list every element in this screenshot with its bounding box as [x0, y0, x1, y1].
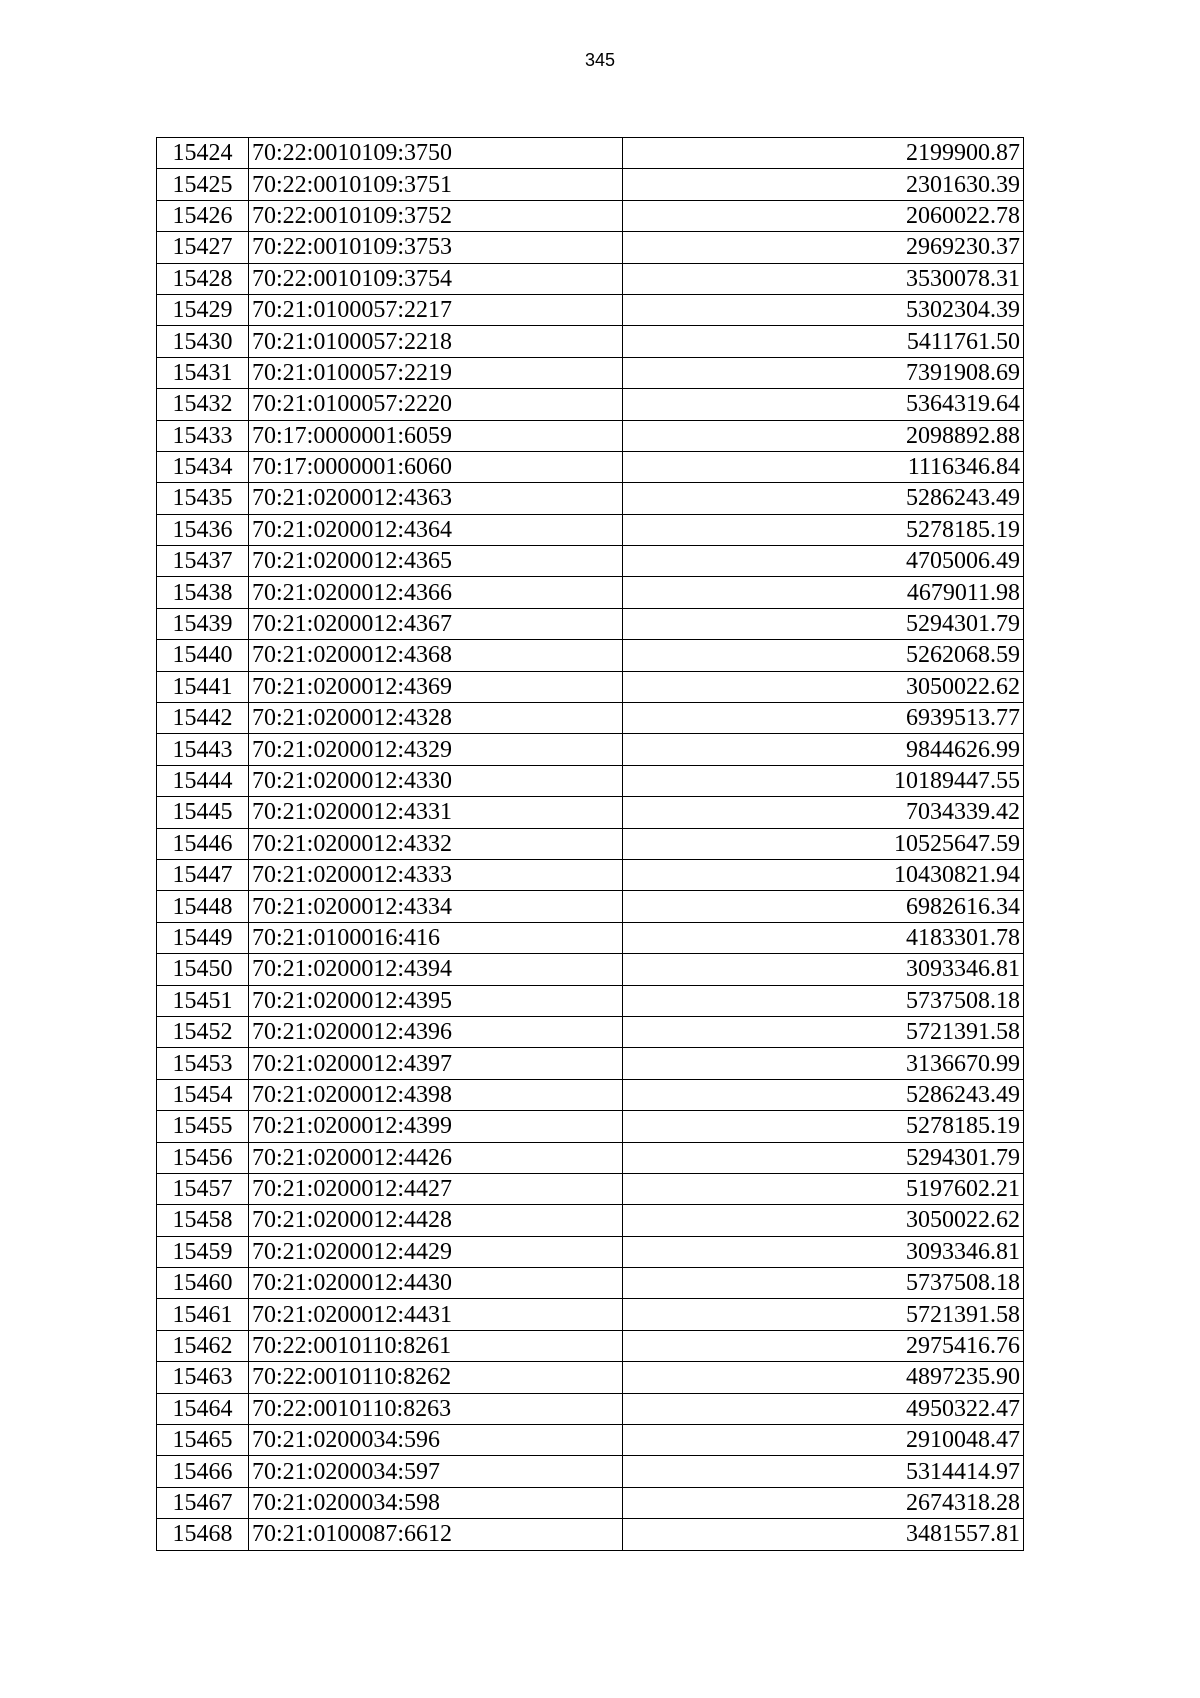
table-row	[157, 1456, 1024, 1487]
cadastral-number-cell: 70:21:0200034:596	[249, 1425, 623, 1456]
cadastral-number-cell: 70:21:0200034:598	[249, 1487, 623, 1518]
cadastral-number-cell: 70:21:0100057:2219	[249, 357, 623, 388]
row-number-cell: 15442	[157, 703, 249, 734]
cadastral-number-cell: 70:21:0200012:4426	[249, 1142, 623, 1173]
cadastral-number-cell: 70:21:0200012:4396	[249, 1016, 623, 1047]
value-cell: 10525647.59	[623, 828, 1024, 859]
table-row	[157, 859, 1024, 890]
value-cell: 2969230.37	[623, 232, 1024, 263]
table-row	[157, 1111, 1024, 1142]
cadastral-number-cell: 70:21:0200012:4369	[249, 671, 623, 702]
row-number-cell: 15464	[157, 1393, 249, 1424]
row-number-cell: 15431	[157, 357, 249, 388]
cadastral-number-cell: 70:22:0010109:3754	[249, 263, 623, 294]
cadastral-number-cell: 70:21:0200012:4394	[249, 954, 623, 985]
row-number-cell: 15454	[157, 1079, 249, 1110]
value-cell: 1116346.84	[623, 451, 1024, 482]
value-cell: 6982616.34	[623, 891, 1024, 922]
table-row	[157, 1519, 1024, 1550]
table-row	[157, 1142, 1024, 1173]
row-number-cell: 15457	[157, 1173, 249, 1204]
cadastral-number-cell: 70:21:0200012:4366	[249, 577, 623, 608]
table-row	[157, 765, 1024, 796]
value-cell: 10189447.55	[623, 765, 1024, 796]
table-row	[157, 232, 1024, 263]
value-cell: 3136670.99	[623, 1048, 1024, 1079]
cadastral-number-cell: 70:21:0100057:2217	[249, 294, 623, 325]
cadastral-number-cell: 70:21:0100057:2218	[249, 326, 623, 357]
value-cell: 5302304.39	[623, 294, 1024, 325]
row-number-cell: 15427	[157, 232, 249, 263]
value-cell: 7391908.69	[623, 357, 1024, 388]
cadastral-number-cell: 70:21:0100016:416	[249, 922, 623, 953]
value-cell: 3050022.62	[623, 671, 1024, 702]
table-row	[157, 891, 1024, 922]
row-number-cell: 15447	[157, 859, 249, 890]
cadastral-number-cell: 70:21:0200012:4427	[249, 1173, 623, 1204]
cadastral-number-cell: 70:21:0200012:4331	[249, 797, 623, 828]
value-cell: 2098892.88	[623, 420, 1024, 451]
value-cell: 5737508.18	[623, 985, 1024, 1016]
table-row	[157, 514, 1024, 545]
row-number-cell: 15458	[157, 1205, 249, 1236]
table-row	[157, 420, 1024, 451]
value-cell: 3093346.81	[623, 1236, 1024, 1267]
table-row	[157, 1173, 1024, 1204]
row-number-cell: 15437	[157, 546, 249, 577]
table-row	[157, 1393, 1024, 1424]
table-row	[157, 1016, 1024, 1047]
value-cell: 5721391.58	[623, 1299, 1024, 1330]
cadastral-number-cell: 70:21:0200012:4328	[249, 703, 623, 734]
row-number-cell: 15456	[157, 1142, 249, 1173]
value-cell: 7034339.42	[623, 797, 1024, 828]
cadastral-number-cell: 70:22:0010110:8263	[249, 1393, 623, 1424]
table-row	[157, 357, 1024, 388]
cadastral-number-cell: 70:21:0200012:4332	[249, 828, 623, 859]
table-row	[157, 263, 1024, 294]
table-row	[157, 734, 1024, 765]
cadastral-number-cell: 70:17:0000001:6060	[249, 451, 623, 482]
table-row	[157, 1299, 1024, 1330]
row-number-cell: 15461	[157, 1299, 249, 1330]
table-row	[157, 1487, 1024, 1518]
table-row	[157, 671, 1024, 702]
table-body	[157, 138, 1024, 1551]
row-number-cell: 15466	[157, 1456, 249, 1487]
cadastral-number-cell: 70:21:0200012:4368	[249, 640, 623, 671]
value-cell: 2674318.28	[623, 1487, 1024, 1518]
table-row	[157, 640, 1024, 671]
table-row	[157, 797, 1024, 828]
cadastral-value-table	[156, 137, 1024, 1551]
cadastral-number-cell: 70:22:0010109:3752	[249, 200, 623, 231]
value-cell: 5314414.97	[623, 1456, 1024, 1487]
row-number-cell: 15451	[157, 985, 249, 1016]
value-cell: 5286243.49	[623, 483, 1024, 514]
value-cell: 5286243.49	[623, 1079, 1024, 1110]
table-row	[157, 922, 1024, 953]
value-cell: 4679011.98	[623, 577, 1024, 608]
table-row	[157, 577, 1024, 608]
cadastral-number-cell: 70:21:0200012:4431	[249, 1299, 623, 1330]
table-row	[157, 1425, 1024, 1456]
row-number-cell: 15438	[157, 577, 249, 608]
value-cell: 5294301.79	[623, 1142, 1024, 1173]
cadastral-number-cell: 70:22:0010109:3751	[249, 169, 623, 200]
row-number-cell: 15446	[157, 828, 249, 859]
value-cell: 2060022.78	[623, 200, 1024, 231]
table-row	[157, 703, 1024, 734]
cadastral-number-cell: 70:21:0200012:4398	[249, 1079, 623, 1110]
cadastral-number-cell: 70:21:0200034:597	[249, 1456, 623, 1487]
row-number-cell: 15425	[157, 169, 249, 200]
row-number-cell: 15449	[157, 922, 249, 953]
row-number-cell: 15467	[157, 1487, 249, 1518]
value-cell: 2975416.76	[623, 1330, 1024, 1361]
row-number-cell: 15439	[157, 608, 249, 639]
value-cell: 4705006.49	[623, 546, 1024, 577]
table-row	[157, 608, 1024, 639]
row-number-cell: 15453	[157, 1048, 249, 1079]
cadastral-number-cell: 70:21:0200012:4333	[249, 859, 623, 890]
table-row	[157, 169, 1024, 200]
value-cell: 10430821.94	[623, 859, 1024, 890]
row-number-cell: 15463	[157, 1362, 249, 1393]
row-number-cell: 15434	[157, 451, 249, 482]
row-number-cell: 15429	[157, 294, 249, 325]
table-row	[157, 1048, 1024, 1079]
cadastral-number-cell: 70:21:0100057:2220	[249, 389, 623, 420]
value-cell: 4950322.47	[623, 1393, 1024, 1424]
cadastral-number-cell: 70:21:0200012:4367	[249, 608, 623, 639]
value-cell: 5278185.19	[623, 1111, 1024, 1142]
table-row	[157, 326, 1024, 357]
value-cell: 5721391.58	[623, 1016, 1024, 1047]
cadastral-number-cell: 70:21:0200012:4364	[249, 514, 623, 545]
row-number-cell: 15448	[157, 891, 249, 922]
row-number-cell: 15435	[157, 483, 249, 514]
table-row	[157, 1268, 1024, 1299]
cadastral-number-cell: 70:21:0200012:4397	[249, 1048, 623, 1079]
table-row	[157, 294, 1024, 325]
table-row	[157, 138, 1024, 169]
cadastral-number-cell: 70:22:0010110:8262	[249, 1362, 623, 1393]
value-cell: 3050022.62	[623, 1205, 1024, 1236]
row-number-cell: 15433	[157, 420, 249, 451]
cadastral-number-cell: 70:21:0200012:4428	[249, 1205, 623, 1236]
row-number-cell: 15443	[157, 734, 249, 765]
value-cell: 5364319.64	[623, 389, 1024, 420]
row-number-cell: 15450	[157, 954, 249, 985]
table-row	[157, 985, 1024, 1016]
value-cell: 4897235.90	[623, 1362, 1024, 1393]
table-row	[157, 828, 1024, 859]
table-row	[157, 483, 1024, 514]
cadastral-number-cell: 70:21:0200012:4334	[249, 891, 623, 922]
value-cell: 5294301.79	[623, 608, 1024, 639]
row-number-cell: 15436	[157, 514, 249, 545]
row-number-cell: 15462	[157, 1330, 249, 1361]
value-cell: 3093346.81	[623, 954, 1024, 985]
cadastral-number-cell: 70:21:0200012:4395	[249, 985, 623, 1016]
row-number-cell: 15460	[157, 1268, 249, 1299]
table-row	[157, 389, 1024, 420]
cadastral-number-cell: 70:21:0200012:4365	[249, 546, 623, 577]
cadastral-number-cell: 70:22:0010110:8261	[249, 1330, 623, 1361]
row-number-cell: 15432	[157, 389, 249, 420]
value-cell: 5197602.21	[623, 1173, 1024, 1204]
row-number-cell: 15465	[157, 1425, 249, 1456]
cadastral-number-cell: 70:21:0200012:4329	[249, 734, 623, 765]
table-row	[157, 1362, 1024, 1393]
row-number-cell: 15424	[157, 138, 249, 169]
value-cell: 3481557.81	[623, 1519, 1024, 1550]
cadastral-number-cell: 70:21:0200012:4429	[249, 1236, 623, 1267]
value-cell: 3530078.31	[623, 263, 1024, 294]
cadastral-number-cell: 70:21:0200012:4363	[249, 483, 623, 514]
row-number-cell: 15426	[157, 200, 249, 231]
table-row	[157, 1205, 1024, 1236]
table-row	[157, 200, 1024, 231]
row-number-cell: 15452	[157, 1016, 249, 1047]
row-number-cell: 15428	[157, 263, 249, 294]
row-number-cell: 15468	[157, 1519, 249, 1550]
value-cell: 6939513.77	[623, 703, 1024, 734]
table-row	[157, 1079, 1024, 1110]
value-cell: 5411761.50	[623, 326, 1024, 357]
row-number-cell: 15430	[157, 326, 249, 357]
table-row	[157, 451, 1024, 482]
row-number-cell: 15459	[157, 1236, 249, 1267]
page-number: 345	[584, 50, 616, 70]
value-cell: 5737508.18	[623, 1268, 1024, 1299]
table-row	[157, 954, 1024, 985]
table-row	[157, 546, 1024, 577]
row-number-cell: 15444	[157, 765, 249, 796]
cadastral-number-cell: 70:22:0010109:3753	[249, 232, 623, 263]
value-cell: 5262068.59	[623, 640, 1024, 671]
cadastral-number-cell: 70:21:0200012:4330	[249, 765, 623, 796]
table-row	[157, 1330, 1024, 1361]
cadastral-number-cell: 70:22:0010109:3750	[249, 138, 623, 169]
row-number-cell: 15440	[157, 640, 249, 671]
row-number-cell: 15445	[157, 797, 249, 828]
value-cell: 2199900.87	[623, 138, 1024, 169]
value-cell: 2301630.39	[623, 169, 1024, 200]
value-cell: 9844626.99	[623, 734, 1024, 765]
value-cell: 5278185.19	[623, 514, 1024, 545]
row-number-cell: 15455	[157, 1111, 249, 1142]
cadastral-number-cell: 70:17:0000001:6059	[249, 420, 623, 451]
cadastral-number-cell: 70:21:0100087:6612	[249, 1519, 623, 1550]
row-number-cell: 15441	[157, 671, 249, 702]
value-cell: 2910048.47	[623, 1425, 1024, 1456]
cadastral-number-cell: 70:21:0200012:4399	[249, 1111, 623, 1142]
value-cell: 4183301.78	[623, 922, 1024, 953]
cadastral-number-cell: 70:21:0200012:4430	[249, 1268, 623, 1299]
table-row	[157, 1236, 1024, 1267]
